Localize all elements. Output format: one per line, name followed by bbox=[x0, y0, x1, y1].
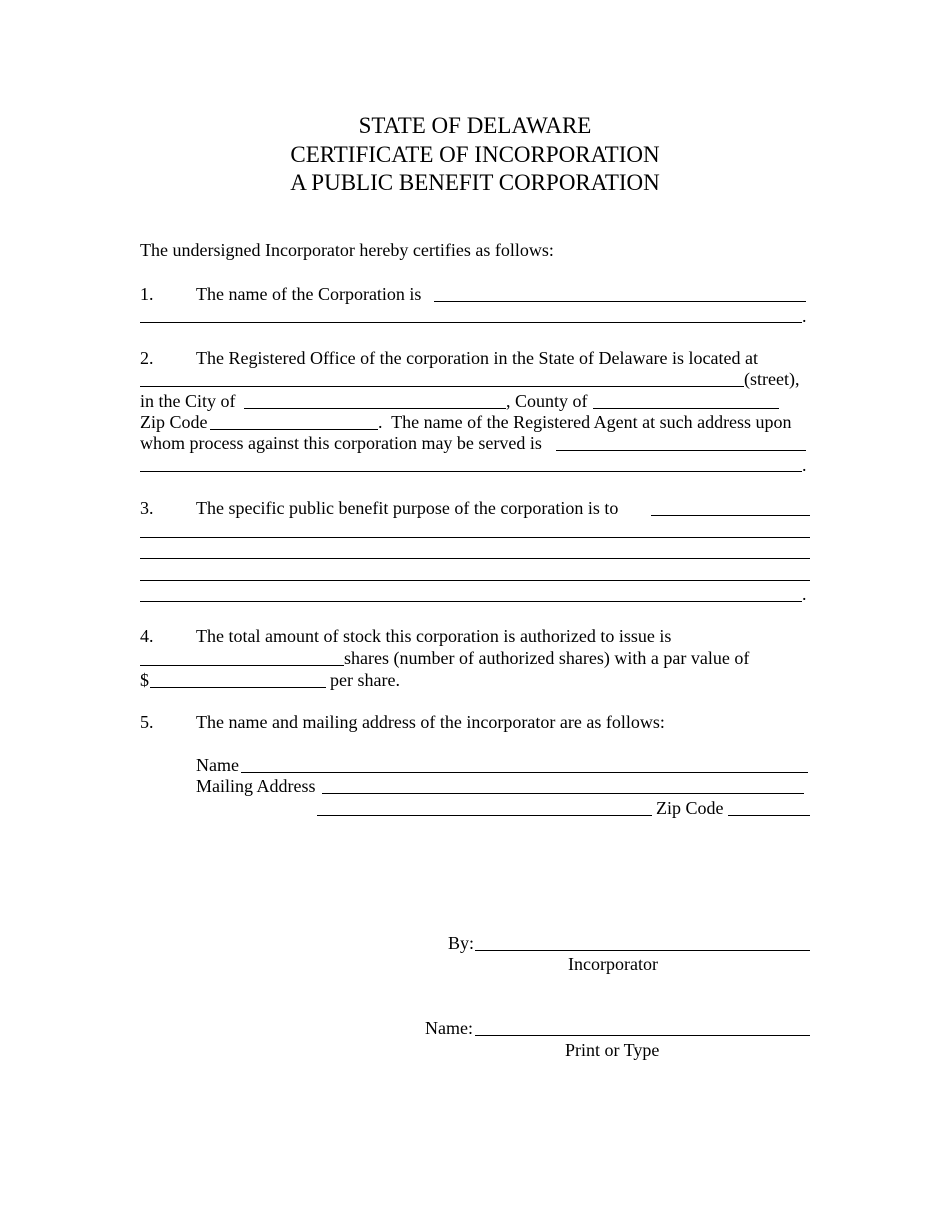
street-label: (street), bbox=[744, 369, 800, 389]
purpose-line-4[interactable] bbox=[140, 580, 810, 581]
par-value-line[interactable] bbox=[150, 687, 326, 688]
agent-line-1[interactable] bbox=[556, 450, 806, 451]
print-type-caption: Print or Type bbox=[565, 1040, 660, 1060]
section-3-text: The specific public benefit purpose of the corporation is to bbox=[196, 498, 619, 518]
city-label: in the City of bbox=[140, 391, 236, 411]
signature-line[interactable] bbox=[475, 950, 810, 951]
incorporator-name-line[interactable] bbox=[241, 772, 808, 773]
section-5-number: 5. bbox=[140, 712, 154, 732]
purpose-line-2[interactable] bbox=[140, 537, 810, 538]
county-label: , County of bbox=[506, 391, 588, 411]
section-1-text: The name of the Corporation is bbox=[196, 284, 422, 304]
mailing-address-line-2[interactable] bbox=[317, 815, 652, 816]
corporation-name-line-1[interactable] bbox=[434, 301, 806, 302]
process-text: whom process against this corporation may be served is bbox=[140, 433, 542, 453]
purpose-line-1[interactable] bbox=[651, 515, 810, 516]
title-state: STATE OF DELAWARE bbox=[358, 113, 592, 138]
purpose-line-3[interactable] bbox=[140, 558, 810, 559]
section-2-line1: The Registered Office of the corporation in the State of Delaware is located at bbox=[196, 348, 758, 368]
shares-text: shares (number of authorized shares) with a par value of bbox=[344, 648, 750, 668]
street-line[interactable] bbox=[140, 386, 744, 387]
section-2-end: . bbox=[802, 455, 807, 475]
by-label: By: bbox=[448, 933, 475, 953]
section-4-line1: The total amount of stock this corporation is authorized to issue is bbox=[196, 626, 672, 646]
incorporator-caption: Incorporator bbox=[568, 954, 658, 974]
shares-line[interactable] bbox=[140, 665, 344, 666]
section-3-end: . bbox=[802, 584, 807, 604]
section-1-number: 1. bbox=[140, 284, 154, 304]
county-line[interactable] bbox=[593, 408, 779, 409]
zip-line[interactable] bbox=[210, 429, 378, 430]
city-line[interactable] bbox=[244, 408, 506, 409]
intro-text: The undersigned Incorporator hereby certifies as follows: bbox=[140, 240, 554, 260]
title-pbc: A PUBLIC BENEFIT CORPORATION bbox=[290, 170, 660, 195]
section-2-number: 2. bbox=[140, 348, 154, 368]
corporation-name-line-2[interactable] bbox=[140, 322, 802, 323]
section-5-text: The name and mailing address of the incorporator are as follows: bbox=[196, 712, 665, 732]
mailing-address-line-1[interactable] bbox=[322, 793, 804, 794]
incorporator-name-label: Name bbox=[196, 755, 239, 775]
title-certificate: CERTIFICATE OF INCORPORATION bbox=[290, 142, 660, 167]
zip-label: Zip Code bbox=[140, 412, 208, 432]
print-name-label: Name: bbox=[425, 1018, 473, 1038]
incorporator-zip-line[interactable] bbox=[728, 815, 810, 816]
section-4-number: 4. bbox=[140, 626, 154, 646]
section-1-end: . bbox=[802, 306, 807, 326]
section-3-number: 3. bbox=[140, 498, 154, 518]
per-share-text: per share. bbox=[330, 670, 400, 690]
incorporator-zip-label: Zip Code bbox=[656, 798, 724, 818]
agent-line-2[interactable] bbox=[140, 471, 802, 472]
print-name-line[interactable] bbox=[475, 1035, 810, 1036]
agent-text: . The name of the Registered Agent at such address upon bbox=[378, 412, 792, 432]
purpose-line-5[interactable] bbox=[140, 601, 802, 602]
mailing-address-label: Mailing Address bbox=[196, 776, 316, 796]
dollar-sign: $ bbox=[140, 670, 149, 690]
